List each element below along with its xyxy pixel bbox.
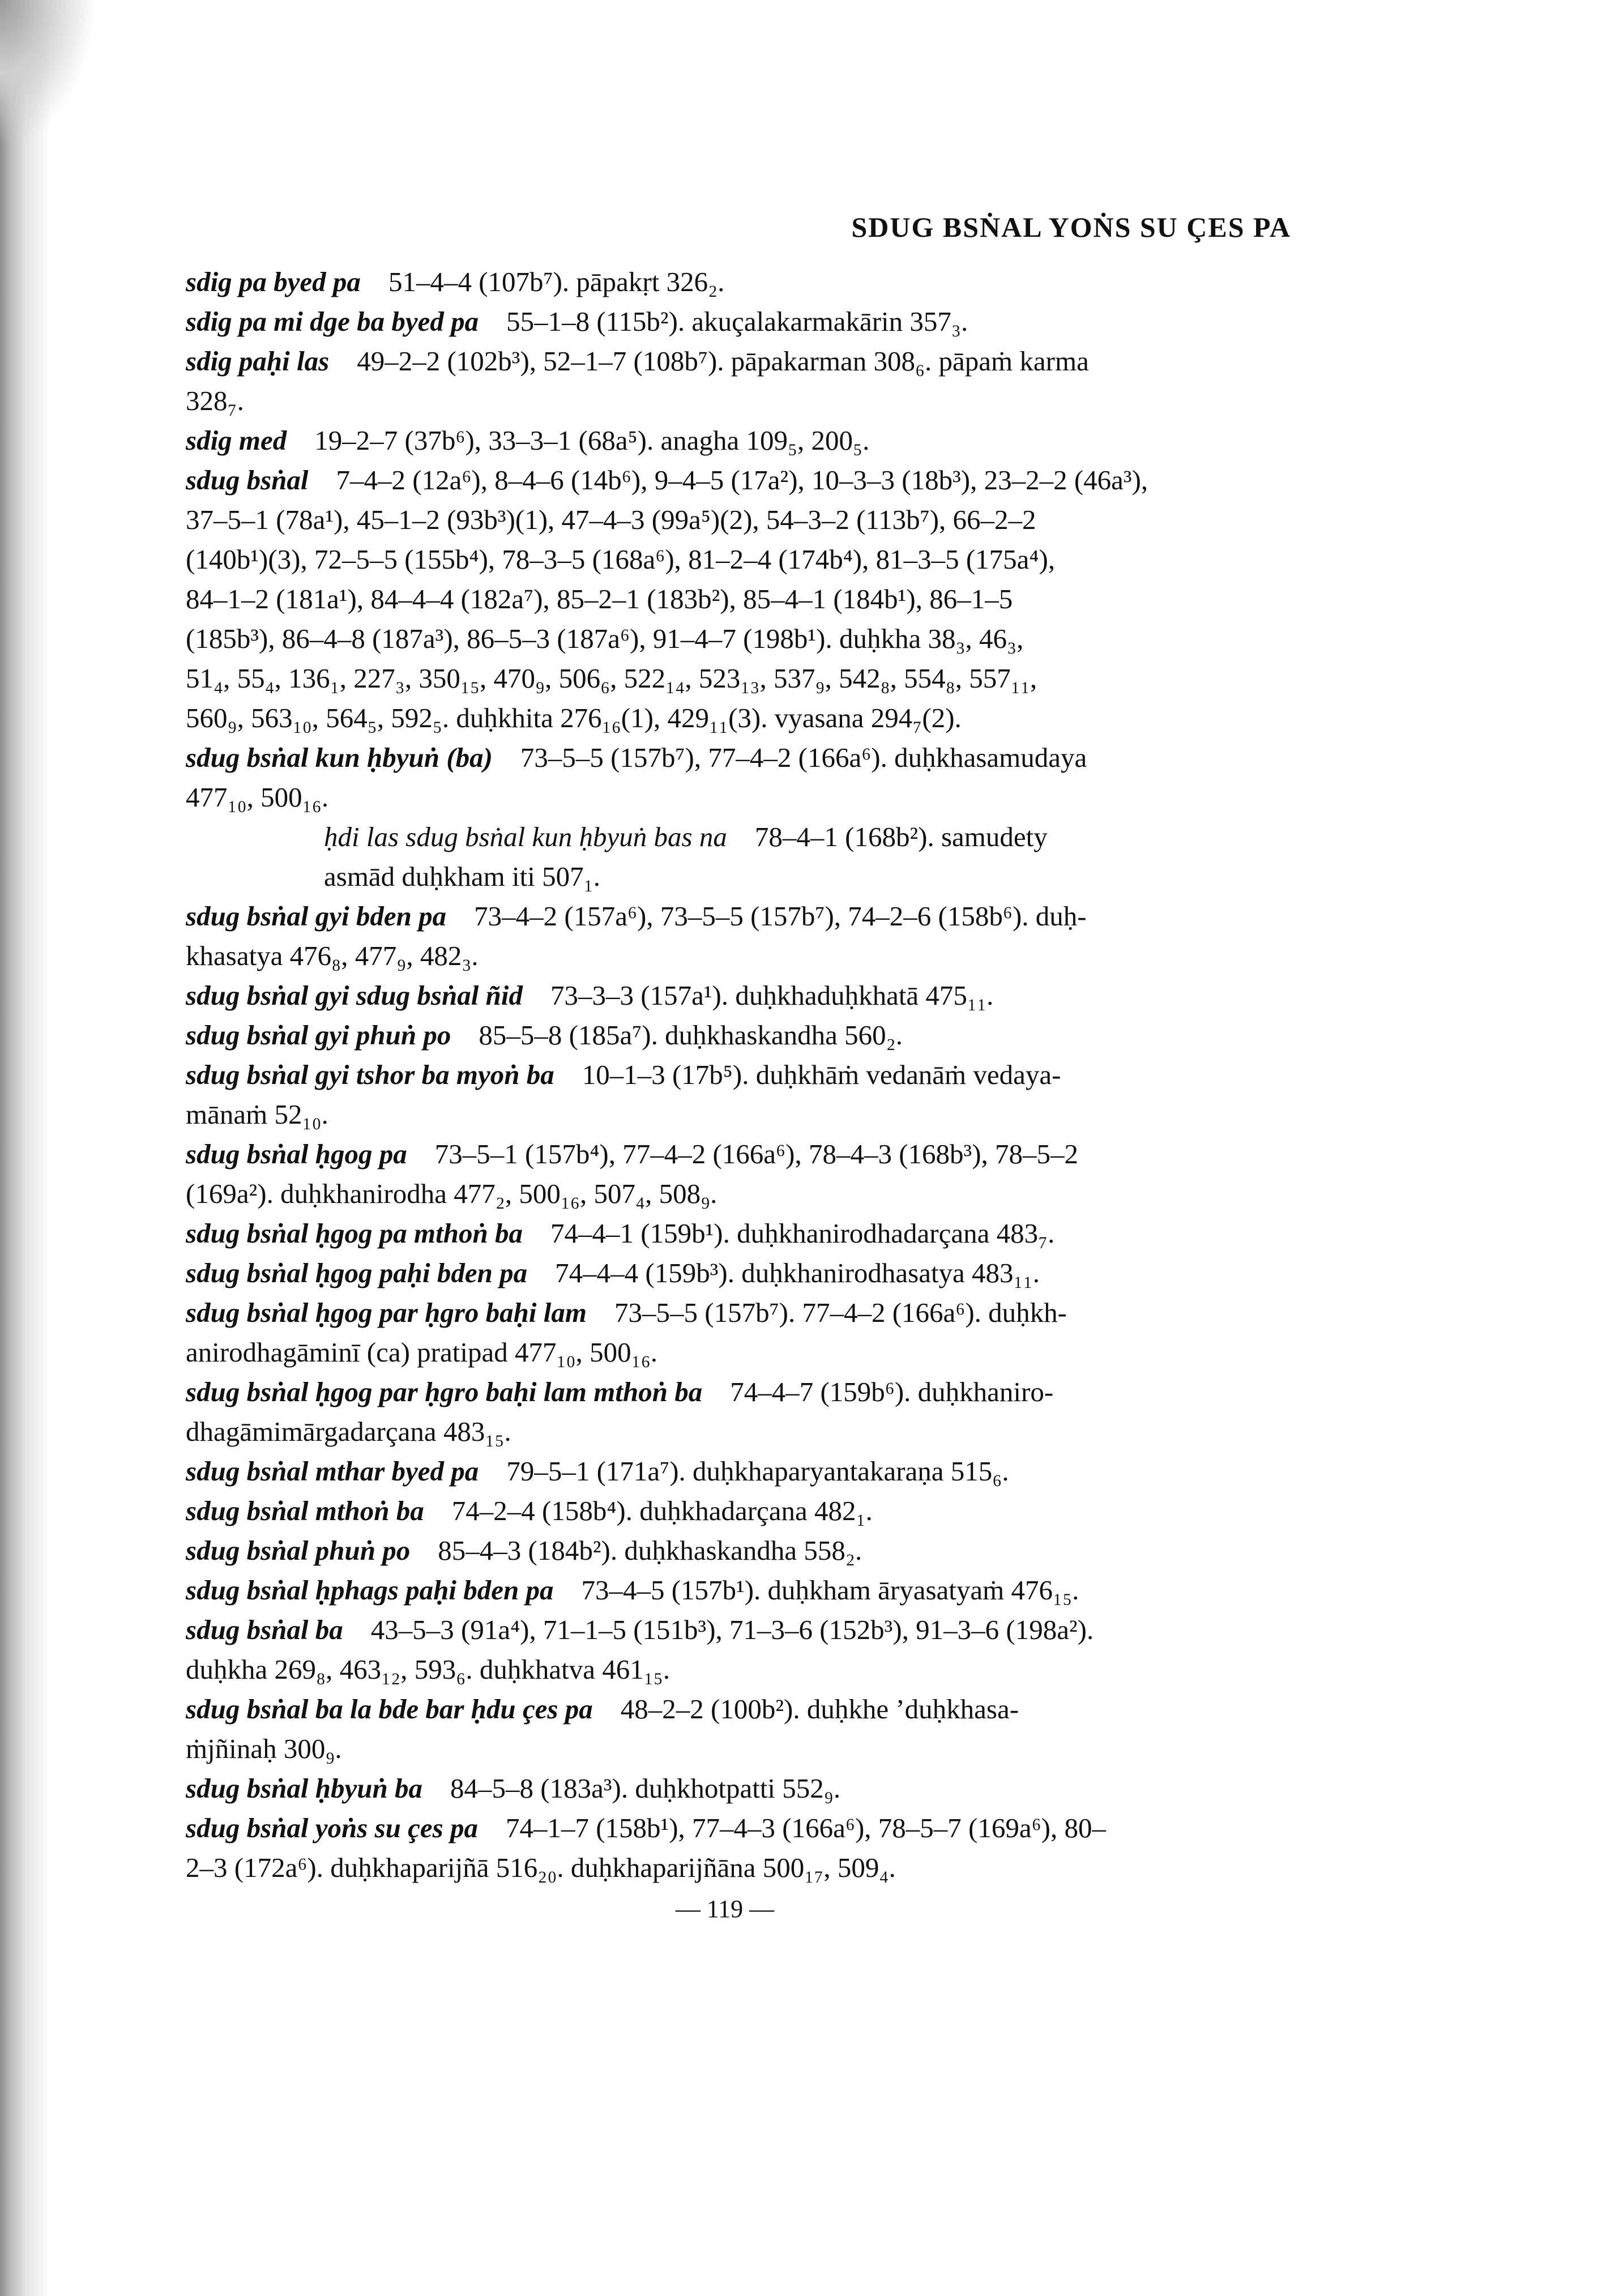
entry-first-line [186,1571,1293,1610]
dictionary-entry [186,1293,1293,1372]
entry-text: 49–2–2 (102b³), 52–1–7 (108b⁷). pāpakarman 308₆. pāpaṁ karma [357,345,1089,377]
entry-main [186,421,1293,460]
entry-continuation-line [186,579,1293,619]
entry-text: 85–4–3 (184b²). duḥkhaskandha 558₂. [438,1535,862,1566]
entry-text: dhagāmimārgadarçana 483₁₅. [186,1416,511,1447]
headword: sdug bsṅal ḥgog par ḥgro baḥi lam mthoṅ ba [186,1376,703,1407]
entry-text: 73–4–2 (157a⁶), 73–5–5 (157b⁷), 74–2–6 (158b⁶). duḥ- [474,901,1087,932]
entry-text: ṁjñinaḥ 300₉. [186,1733,342,1764]
entry-first-line [186,342,1293,381]
entry-text: 7–4–2 (12a⁶), 8–4–6 (14b⁶), 9–4–5 (17a²), 10–3–3 (18b³), 23–2–2 (46a³), [336,464,1148,496]
dictionary-entry [186,976,1293,1015]
headword: sdug bsṅal ḥgog pa mthoṅ ba [186,1218,523,1249]
entry-first-line [186,738,1293,778]
headword: sdug bsṅal gyi phuṅ po [186,1019,451,1051]
entry-continuation-line [186,500,1293,540]
entry-first-line [186,1769,1293,1808]
headword: sdug bsṅal ḥbyuṅ ba [186,1773,423,1804]
entry-main [186,1689,1293,1769]
entry-text: (169a²). duḥkhanirodha 477₂, 500₁₆, 507₄, 508₉. [186,1178,717,1209]
headword: sdug bsṅal gyi tshor ba myoṅ ba [186,1059,554,1090]
dictionary-entry [186,1610,1293,1689]
example-text: asmād duḥkham iti 507₁. [324,861,600,892]
entry-first-line [186,897,1293,936]
headword: sdug bsṅal ba la bde bar ḥdu çes pa [186,1693,593,1725]
entry-continuation-line [186,1412,1293,1452]
entry-main [186,1293,1293,1372]
entry-text: 43–5–3 (91a⁴), 71–1–5 (151b³), 71–3–6 (152b³), 91–3–6 (198a²). [370,1614,1094,1645]
dictionary-entry [186,1808,1293,1888]
entry-first-line [186,421,1293,460]
entry-text: (185b³), 86–4–8 (187a³), 86–5–3 (187a⁶), 91–4–7 (198b¹). duḥkha 38₃, 46₃, [186,623,1024,654]
entry-text: 84–5–8 (183a³). duḥkhotpatti 552₉. [450,1773,841,1804]
dictionary-entry [186,1015,1293,1055]
entry-text: 55–1–8 (115b²). akuçalakarmakārin 357₃. [506,306,968,337]
entry-first-line [186,1134,1293,1174]
entry-text: 73–5–5 (157b⁷). 77–4–2 (166a⁶). duḥkh- [614,1297,1067,1328]
entry-text: 74–4–1 (159b¹). duḥkhanirodhadarçana 483₇. [550,1218,1055,1249]
entry-continuation-line [186,1650,1293,1689]
entry-main [186,1452,1293,1491]
example-line [324,857,1293,897]
entry-main [186,738,1293,817]
entry-main [186,342,1293,421]
entry-text: 85–5–8 (185a⁷). duḥkhaskandha 560₂. [479,1019,903,1051]
headword: sdig pa byed pa [186,266,361,297]
running-header: SDUG BSṄAL YOṄS SU ÇES PA [851,211,1291,243]
entry-text: 73–5–5 (157b⁷), 77–4–2 (166a⁶). duḥkhasamudaya [520,742,1087,773]
headword: sdug bsṅal ḥphags paḥi bden pa [186,1574,554,1606]
entry-text: 73–4–5 (157b¹). duḥkham āryasatyaṁ 476₁₅. [581,1574,1079,1606]
entry-main [186,1055,1293,1134]
entry-text: 51–4–4 (107b⁷). pāpakṛt 326₂. [388,266,725,297]
entry-main [186,460,1293,738]
headword: sdug bsṅal mthoṅ ba [186,1495,424,1526]
entry-text: 74–4–7 (159b⁶). duḥkhaniro- [730,1376,1054,1407]
entry-continuation-line [186,1729,1293,1769]
entry-continuation-line [186,1174,1293,1214]
headword: sdig pa mi dge ba byed pa [186,306,479,337]
entry-continuation-line [186,698,1293,738]
entry-first-line [186,1214,1293,1253]
entry-first-line [186,1491,1293,1531]
dictionary-entry [186,421,1293,460]
entry-text: mānaṁ 52₁₀. [186,1099,328,1130]
entry-main [186,1610,1293,1689]
entry-main [186,1134,1293,1214]
dictionary-entry [186,1491,1293,1531]
headword: sdug bsṅal kun ḥbyuṅ (ba) [186,742,493,773]
entry-text: 73–3–3 (157a¹). duḥkhaduḥkhatā 475₁₁. [550,980,994,1011]
entry-text: (140b¹)(3), 72–5–5 (155b⁴), 78–3–5 (168a⁶), 81–2–4 (174b⁴), 81–3–5 (175a⁴), [186,544,1056,575]
entry-first-line [186,1372,1293,1412]
entry-first-line [186,1293,1293,1333]
entry-first-line [186,1689,1293,1729]
example-text: 78–4–1 (168b²). samudety [754,821,1048,852]
entry-text: 84–1–2 (181a¹), 84–4–4 (182a⁷), 85–2–1 (183b²), 85–4–1 (184b¹), 86–1–5 [186,583,1013,614]
entry-main [186,262,1293,302]
dictionary-entry [186,1531,1293,1571]
entry-first-line [186,1055,1293,1095]
headword: sdug bsṅal gyi sdug bsṅal ñid [186,980,523,1011]
entry-main [186,1571,1293,1610]
dictionary-entry [186,1134,1293,1214]
headword: sdug bsṅal phuṅ po [186,1535,411,1566]
entry-text: khasatya 476₈, 477₉, 482₃. [186,940,479,971]
entry-continuation-line [186,936,1293,976]
headword: sdug bsṅal gyi bden pa [186,901,447,932]
headword: sdug bsṅal ba [186,1614,343,1645]
entry-main [186,1253,1293,1293]
entry-main [186,976,1293,1015]
entry-main [186,1372,1293,1452]
entry-main [186,1531,1293,1571]
entry-first-line [186,1015,1293,1055]
dictionary-entry [186,897,1293,976]
headword: sdig paḥi las [186,345,330,377]
entry-first-line [186,1808,1293,1848]
headword: sdug bsṅal ḥgog pa [186,1138,407,1170]
entry-text: anirodhagāminī (ca) pratipad 477₁₀, 500₁₆. [186,1337,658,1368]
entry-first-line [186,1452,1293,1491]
example-phrase: ḥdi las sdug bsṅal kun ḥbyuṅ bas na [324,821,727,852]
entry-first-line [186,262,1293,302]
dictionary-entry [186,262,1293,302]
headword: sdig med [186,425,287,456]
entry-text: 477₁₀, 500₁₆. [186,782,329,813]
entry-text: 328₇. [186,385,244,416]
headword: sdug bsṅal yoṅs su çes pa [186,1812,478,1843]
scan-corner-shadow [0,0,96,147]
headword: sdug bsṅal ḥgog par ḥgro baḥi lam [186,1297,587,1328]
entry-first-line [186,460,1293,500]
entry-main [186,1491,1293,1531]
entry-continuation-line [186,381,1293,421]
entry-continuation-line [186,540,1293,579]
dictionary-entry [186,302,1293,342]
entry-main [186,1214,1293,1253]
dictionary-entry [186,342,1293,421]
entry-text: 560₉, 563₁₀, 564₅, 592₅. duḥkhita 276₁₆(1), 429₁₁(3). vyasana 294₇(2). [186,702,962,733]
entry-text: 79–5–1 (171a⁷). duḥkhaparyantakaraṇa 515₆. [506,1456,1009,1487]
dictionary-entry [186,1372,1293,1452]
example-line [324,817,1293,857]
entry-main [186,897,1293,976]
entry-text: 73–5–1 (157b⁴), 77–4–2 (166a⁶), 78–4–3 (168b³), 78–5–2 [434,1138,1079,1170]
entry-main [186,1015,1293,1055]
entry-main [186,1808,1293,1888]
entry-text: 10–1–3 (17b⁵). duḥkhāṁ vedanāṁ vedaya- [582,1059,1061,1090]
entry-continuation-line [186,1095,1293,1134]
entry-text: 19–2–7 (37b⁶), 33–3–1 (68a⁵). anagha 109₅, 200₅. [314,425,870,456]
dictionary-entry [186,1214,1293,1253]
entry-text: 74–2–4 (158b⁴). duḥkhadarçana 482₁. [451,1495,873,1526]
entry-text: 2–3 (172a⁶). duḥkhaparijñā 516₂₀. duḥkhaparijñāna 500₁₇, 509₄. [186,1852,896,1883]
dictionary-entry [186,460,1293,738]
dictionary-entry [186,738,1293,897]
dictionary-entry [186,1055,1293,1134]
entry-text: 74–4–4 (159b³). duḥkhanirodhasatya 483₁₁. [555,1257,1040,1288]
entry-continuation-line [186,1848,1293,1888]
entry-text: 48–2–2 (100b²). duḥkhe ’duḥkhasa- [620,1693,1019,1725]
entry-main [186,302,1293,342]
dictionary-entry [186,1769,1293,1808]
entry-main [186,1769,1293,1808]
entry-text: 51₄, 55₄, 136₁, 227₃, 350₁₅, 470₉, 506₆, 522₁₄, 523₁₃, 537₉, 542₈, 554₈, 557₁₁, [186,663,1037,694]
entry-first-line [186,302,1293,342]
page-number: — 119 — [675,1895,775,1923]
dictionary-entry [186,1689,1293,1769]
scan-binding-edge [0,0,51,2296]
headword: sdug bsṅal [186,464,309,496]
entry-continuation-line [186,778,1293,817]
entry-text: 37–5–1 (78a¹), 45–1–2 (93b³)(1), 47–4–3 (99a⁵)(2), 54–3–2 (113b⁷), 66–2–2 [186,504,1036,535]
entry-first-line [186,1531,1293,1571]
entry-continuation-line [186,619,1293,659]
entry-text: duḥkha 269₈, 463₁₂, 593₆. duḥkhatva 461₁₅. [186,1654,670,1685]
dictionary-entry [186,1452,1293,1491]
entry-continuation-line [186,659,1293,698]
entry-example [186,817,1293,897]
entry-continuation-line [186,1333,1293,1372]
entry-text: 74–1–7 (158b¹), 77–4–3 (166a⁶), 78–5–7 (169a⁶), 80– [505,1812,1106,1843]
entry-first-line [186,1610,1293,1650]
entry-first-line [186,1253,1293,1293]
dictionary-entry [186,1253,1293,1293]
headword: sdug bsṅal mthar byed pa [186,1456,479,1487]
dictionary-entries [186,262,1293,1888]
dictionary-entry [186,1571,1293,1610]
entry-first-line [186,976,1293,1015]
headword: sdug bsṅal ḥgog paḥi bden pa [186,1257,528,1288]
